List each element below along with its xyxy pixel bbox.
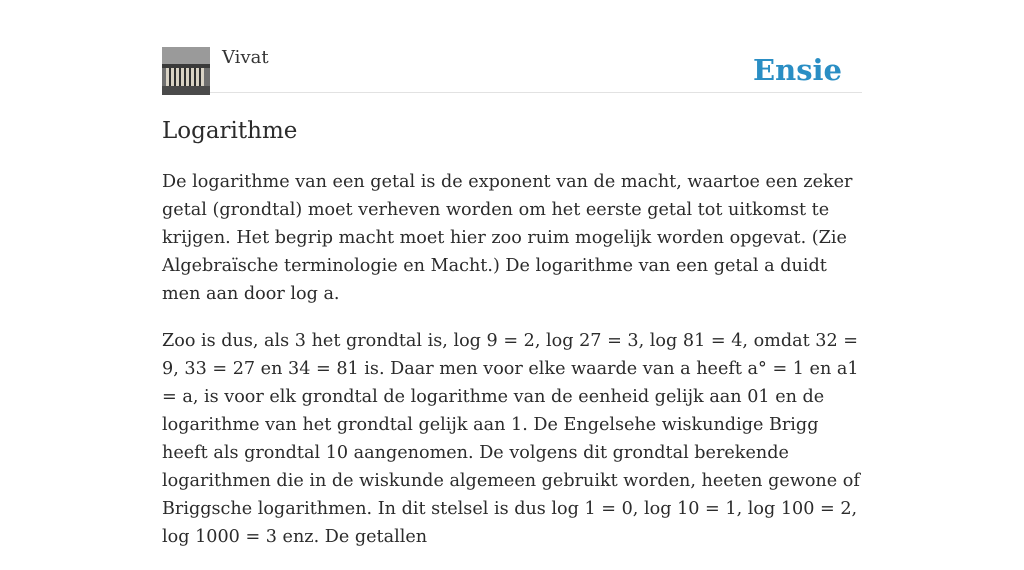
author-name[interactable]: Vivat bbox=[222, 47, 269, 68]
article-page bbox=[162, 0, 862, 547]
ensie-logo[interactable]: Ensie bbox=[753, 53, 842, 87]
paragraph: Zoo is dus, als 3 het grondtal is, log 9 = 2, log 27 = 3, log 81 = 4, omdat 32 = 9, 33 = 27 en 34 = 81 is. Daar men voor elke waarde van a heeft a° = 1 en a1 = a, is voor elk grondtal de logarithme van de eenheid gelijk aan 01 en de logarithme van het grondtal gelijk aan 1. De Engelsehe wiskundige Brigg heeft als grondtal 10 aangenomen. De volgens dit grondtal berekende logarithmen die in de wiskunde algemeen gebruikt worden, heeten gewone of Briggsche logarithmen. In dit stelsel is dus log 1 = 0, log 10 = 1, log 100 = 2, log 1000 = 3 enz. De getallen bbox=[162, 331, 860, 547]
article-title: Logarithme bbox=[162, 118, 298, 144]
article-body bbox=[162, 168, 862, 570]
avatar-image bbox=[162, 47, 210, 95]
author-avatar[interactable] bbox=[162, 47, 210, 95]
paragraph: De logarithme van een getal is de exponent van de macht, waartoe een zeker getal (grondtal) moet verheven worden om het eerste getal tot uitkomst te krijgen. Het begrip macht moet hier zoo ruim mogelijk worden opgevat. (Zie Algebraïsche terminologie en Macht.) De logarithme van een getal a duidt men aan door log a. bbox=[162, 172, 853, 304]
article-header bbox=[162, 46, 862, 93]
